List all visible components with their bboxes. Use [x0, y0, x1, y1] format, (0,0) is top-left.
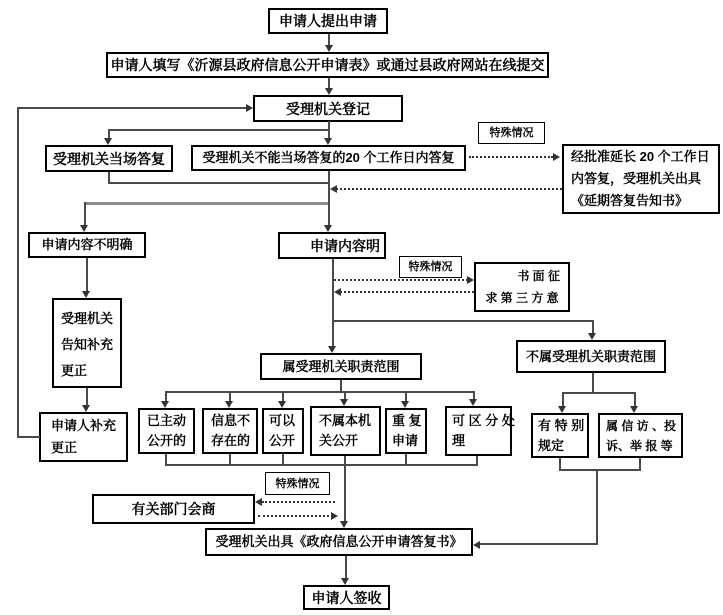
arrowhead-down: [401, 401, 409, 408]
extended-reply-line-2: 内答复，受理机关出具: [571, 171, 702, 186]
notify-supplement-line-1: 受理机关: [61, 311, 114, 326]
arrowhead-down: [80, 225, 88, 232]
node-special-case-top: 特殊情况: [478, 122, 545, 144]
node-applicant-supplement: [39, 412, 128, 462]
arrowhead-down: [341, 578, 349, 585]
arrowhead-right: [246, 104, 253, 112]
node-extended-reply: [562, 144, 720, 214]
flow-line: [108, 182, 330, 184]
arrowhead-down: [340, 521, 348, 528]
flow-line: [165, 391, 475, 393]
flow-line: [332, 320, 594, 322]
flow-line: [108, 129, 330, 131]
distinguishable-line-1: 可 区 分 处: [452, 413, 515, 428]
special-provisions-line-2: 规定: [538, 437, 565, 453]
node-can-disclose: [262, 408, 304, 454]
dotted-line: [334, 279, 468, 281]
arrowhead-down: [340, 399, 348, 406]
node-issue-reply-document: 受理机关出具《政府信息公开申请答复书》: [205, 528, 473, 556]
node-reply-within-20-days: 受理机关不能当场答复的20 个工作日内答复: [191, 145, 466, 171]
node-info-not-exist: [202, 408, 258, 454]
arrowhead-left: [330, 185, 337, 193]
feedback-line: [17, 107, 247, 109]
flow-line: [86, 258, 88, 293]
other-authority-line-2: 关公开: [319, 433, 359, 448]
node-content-unclear: 申请内容不明确: [28, 232, 146, 258]
arrowhead-down: [324, 138, 332, 145]
special-provisions-line-1: 有 特 别: [538, 417, 585, 433]
node-out-of-scope: 不属受理机关职责范围: [516, 340, 666, 373]
node-special-provisions: [531, 413, 589, 458]
arrowhead-down: [325, 45, 333, 52]
flow-line: [596, 469, 598, 545]
arrowhead-right: [331, 512, 338, 520]
flow-line: [332, 259, 334, 347]
node-registration: 受理机关登记: [253, 95, 403, 122]
can-disclose-line-1: 可以: [269, 413, 296, 428]
notify-supplement-line-2: 告知补充: [61, 337, 114, 352]
arrowhead-down: [588, 333, 596, 340]
applicant-supplement-line-1: 申请人补充: [51, 418, 117, 433]
third-party-line-2: 求 第 三 方 意: [485, 291, 559, 305]
arrowhead-right: [553, 153, 560, 161]
feedback-line: [17, 436, 40, 438]
node-distinguishable-handling: [445, 406, 515, 456]
flow-line: [84, 202, 330, 205]
info-not-exist-line-2: 存在的: [211, 433, 251, 448]
flow-line: [345, 556, 347, 579]
info-not-exist-line-1: 信息不: [211, 413, 251, 428]
arrowhead-down: [325, 88, 333, 95]
arrowhead-left: [334, 288, 341, 296]
flow-line: [592, 320, 594, 334]
arrowhead-down: [104, 138, 112, 145]
node-special-case-bottom: 特殊情况: [265, 472, 330, 495]
petition-line-2: 诉、举 报 等: [606, 438, 673, 453]
dotted-line: [258, 515, 333, 517]
arrowhead-down: [328, 346, 336, 353]
can-disclose-line-2: 公开: [269, 433, 296, 448]
dotted-line: [336, 188, 562, 190]
node-notify-supplement: [52, 298, 122, 388]
node-content-clear: 申请内容明: [278, 232, 386, 259]
extended-reply-line-1: 经批准延长 20 个工作日: [571, 149, 710, 164]
flow-line: [480, 543, 598, 545]
arrowhead-down: [278, 401, 286, 408]
extended-reply-line-3: 《延期答复告知书》: [571, 193, 689, 208]
repeated-line-1: 重 复: [392, 413, 422, 428]
arrowhead-down: [469, 399, 477, 406]
node-applicant-sign: 申请人签收: [303, 585, 390, 610]
node-within-scope: 属受理机关职责范围: [260, 353, 422, 380]
flow-line: [344, 456, 346, 522]
node-already-public: [138, 408, 195, 454]
arrowhead-right: [467, 276, 474, 284]
flow-line: [84, 202, 86, 226]
flow-line: [592, 373, 594, 394]
flow-line: [165, 464, 478, 466]
arrowhead-down: [82, 405, 90, 412]
flow-line: [328, 202, 330, 226]
node-consult-third-party: [474, 262, 570, 312]
node-petition-complaint: [598, 413, 683, 458]
node-applicant-submit: 申请人提出申请: [268, 8, 388, 34]
node-repeated-application: [385, 408, 427, 454]
applicant-supplement-line-2: 更正: [51, 440, 78, 455]
flow-line: [86, 388, 88, 406]
arrowhead-down: [161, 401, 169, 408]
node-other-authority: [310, 406, 381, 456]
node-fill-application-form: 申请人填写《沂源县政府信息公开申请表》或通过县政府网站在线提交: [106, 52, 549, 78]
dotted-line: [340, 291, 474, 293]
repeated-line-2: 申请: [392, 433, 419, 448]
arrowhead-left: [473, 541, 480, 549]
notify-supplement-line-3: 更正: [61, 363, 88, 378]
arrowhead-down: [324, 225, 332, 232]
node-special-case-middle: 特殊情况: [399, 256, 462, 278]
third-party-line-1: 书 面 征: [517, 269, 560, 283]
flow-line: [634, 392, 636, 407]
already-public-line-1: 已主动: [147, 413, 187, 428]
dotted-line: [469, 156, 553, 158]
flow-line: [562, 392, 564, 407]
distinguishable-line-2: 理: [452, 433, 466, 448]
node-department-consultation: 有关部门会商: [92, 494, 255, 524]
node-onspot-reply: 受理机关当场答复: [45, 145, 173, 172]
arrowhead-down: [630, 406, 638, 413]
arrowhead-down: [82, 291, 90, 298]
petition-line-1: 属 信 访 、投: [606, 418, 677, 433]
flow-line: [559, 469, 641, 471]
arrowhead-left: [255, 498, 262, 506]
arrowhead-down: [225, 401, 233, 408]
dotted-line: [262, 501, 335, 503]
other-authority-line-1: 不属本机: [319, 413, 372, 428]
flow-line: [562, 392, 636, 394]
arrowhead-down: [558, 406, 566, 413]
feedback-line: [17, 107, 19, 438]
already-public-line-2: 公开的: [147, 433, 187, 448]
